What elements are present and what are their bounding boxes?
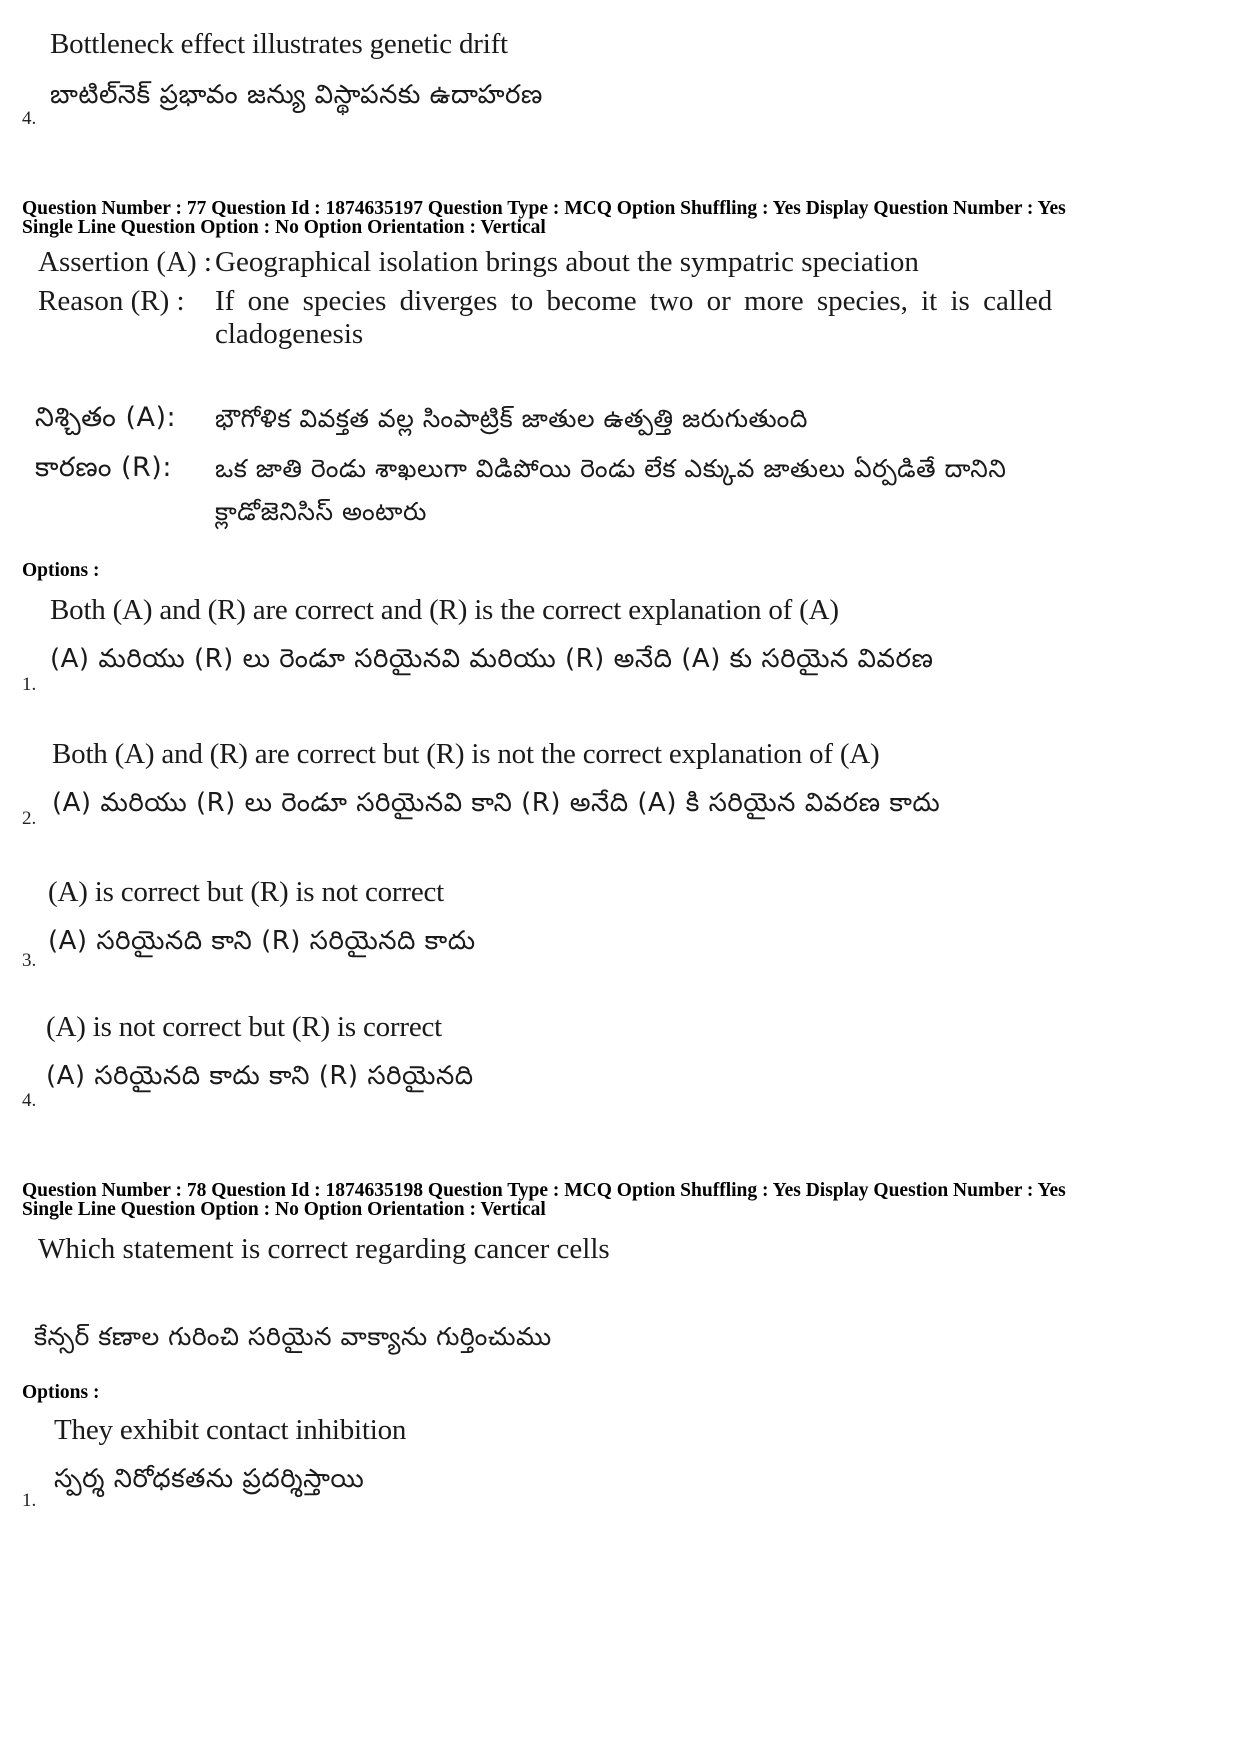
prev-option-en: Bottleneck effect illustrates genetic drift — [50, 28, 508, 60]
q78-meta-line1: Question Number : 78 Question Id : 1874635198 Question Type : MCQ Option Shuffling : Yes Display Question Number : Yes — [22, 1180, 1066, 1201]
q77-option-2-en[interactable]: Both (A) and (R) are correct but (R) is not the correct explanation of (A) — [52, 738, 880, 770]
q77-option-4-te[interactable]: (A) సరియైనది కాదు కాని (R) సరియైనది — [46, 1061, 474, 1091]
q77-reason-text-1: If one species diverges to become two or more species, it is called — [215, 285, 1053, 317]
q77-option-3-te[interactable]: (A) సరియైనది కాని (R) సరియైనది కాదు — [48, 926, 476, 956]
q77-option-4-en[interactable]: (A) is not correct but (R) is correct — [46, 1011, 443, 1043]
prev-option-number: 4. — [22, 108, 37, 129]
prev-option-te: బాటిల్‌నెక్ ప్రభావం జన్యు విస్థాపనకు ఉదాహరణ — [50, 80, 543, 110]
q77-options-label: Options : — [22, 560, 100, 581]
q77-te-assertion-text: భౌగోళిక వివక్తత వల్ల సింపాట్రిక్ జాతుల ఉత్పత్తి జరుగుతుంది — [215, 404, 808, 433]
q77-option-2-number: 2. — [22, 808, 37, 829]
q78-option-1-number: 1. — [22, 1490, 37, 1511]
q77-option-3-en[interactable]: (A) is correct but (R) is not correct — [48, 876, 445, 908]
q77-te-assertion-label: నిశ్చితం (A): — [35, 402, 177, 433]
q77-option-1-te[interactable]: (A) మరియు (R) లు రెండూ సరియైనవి మరియు (R) అనేది (A) కు సరియైన వివరణ — [50, 644, 934, 674]
q78-option-1-te[interactable]: స్పర్శ నిరోధకతను ప్రదర్శిస్తాయి — [54, 1464, 365, 1494]
q77-assertion-label: Assertion (A) : — [38, 246, 212, 278]
q77-option-1-en[interactable]: Both (A) and (R) are correct and (R) is the correct explanation of (A) — [50, 594, 839, 626]
q77-reason-label: Reason (R) : — [38, 285, 185, 317]
q78-question-te: కేన్సర్ కణాల గురించి సరియైన వాక్యాను గుర్తించుము — [34, 1322, 552, 1351]
q77-te-reason-text-2: క్లాడోజెనిసిస్ అంటారు — [215, 497, 427, 526]
q77-reason-text-2: cladogenesis — [215, 318, 364, 350]
q78-question-en: Which statement is correct regarding cancer cells — [38, 1233, 610, 1265]
q77-te-reason-label: కారణం (R): — [35, 452, 172, 483]
q78-option-1-en[interactable]: They exhibit contact inhibition — [54, 1414, 407, 1446]
q77-option-4-number: 4. — [22, 1090, 37, 1111]
q77-meta-line1: Question Number : 77 Question Id : 1874635197 Question Type : MCQ Option Shuffling : Yes Display Question Number : Yes — [22, 198, 1066, 219]
q77-te-reason-text-1: ఒక జాతి రెండు శాఖలుగా విడిపోయి రెండు లేక ఎక్కువ జాతులు ఏర్పడితే దానిని — [215, 454, 1007, 483]
q77-assertion-text: Geographical isolation brings about the sympatric speciation — [215, 246, 919, 278]
q77-option-3-number: 3. — [22, 950, 37, 971]
q77-option-2-te[interactable]: (A) మరియు (R) లు రెండూ సరియైనవి కాని (R) అనేది (A) కి సరియైన వివరణ కాదు — [52, 788, 941, 818]
q78-meta-line2: Single Line Question Option : No Option Orientation : Vertical — [22, 1199, 546, 1220]
q77-option-1-number: 1. — [22, 674, 37, 695]
q77-meta-line2: Single Line Question Option : No Option Orientation : Vertical — [22, 217, 546, 238]
q78-options-label: Options : — [22, 1382, 100, 1403]
